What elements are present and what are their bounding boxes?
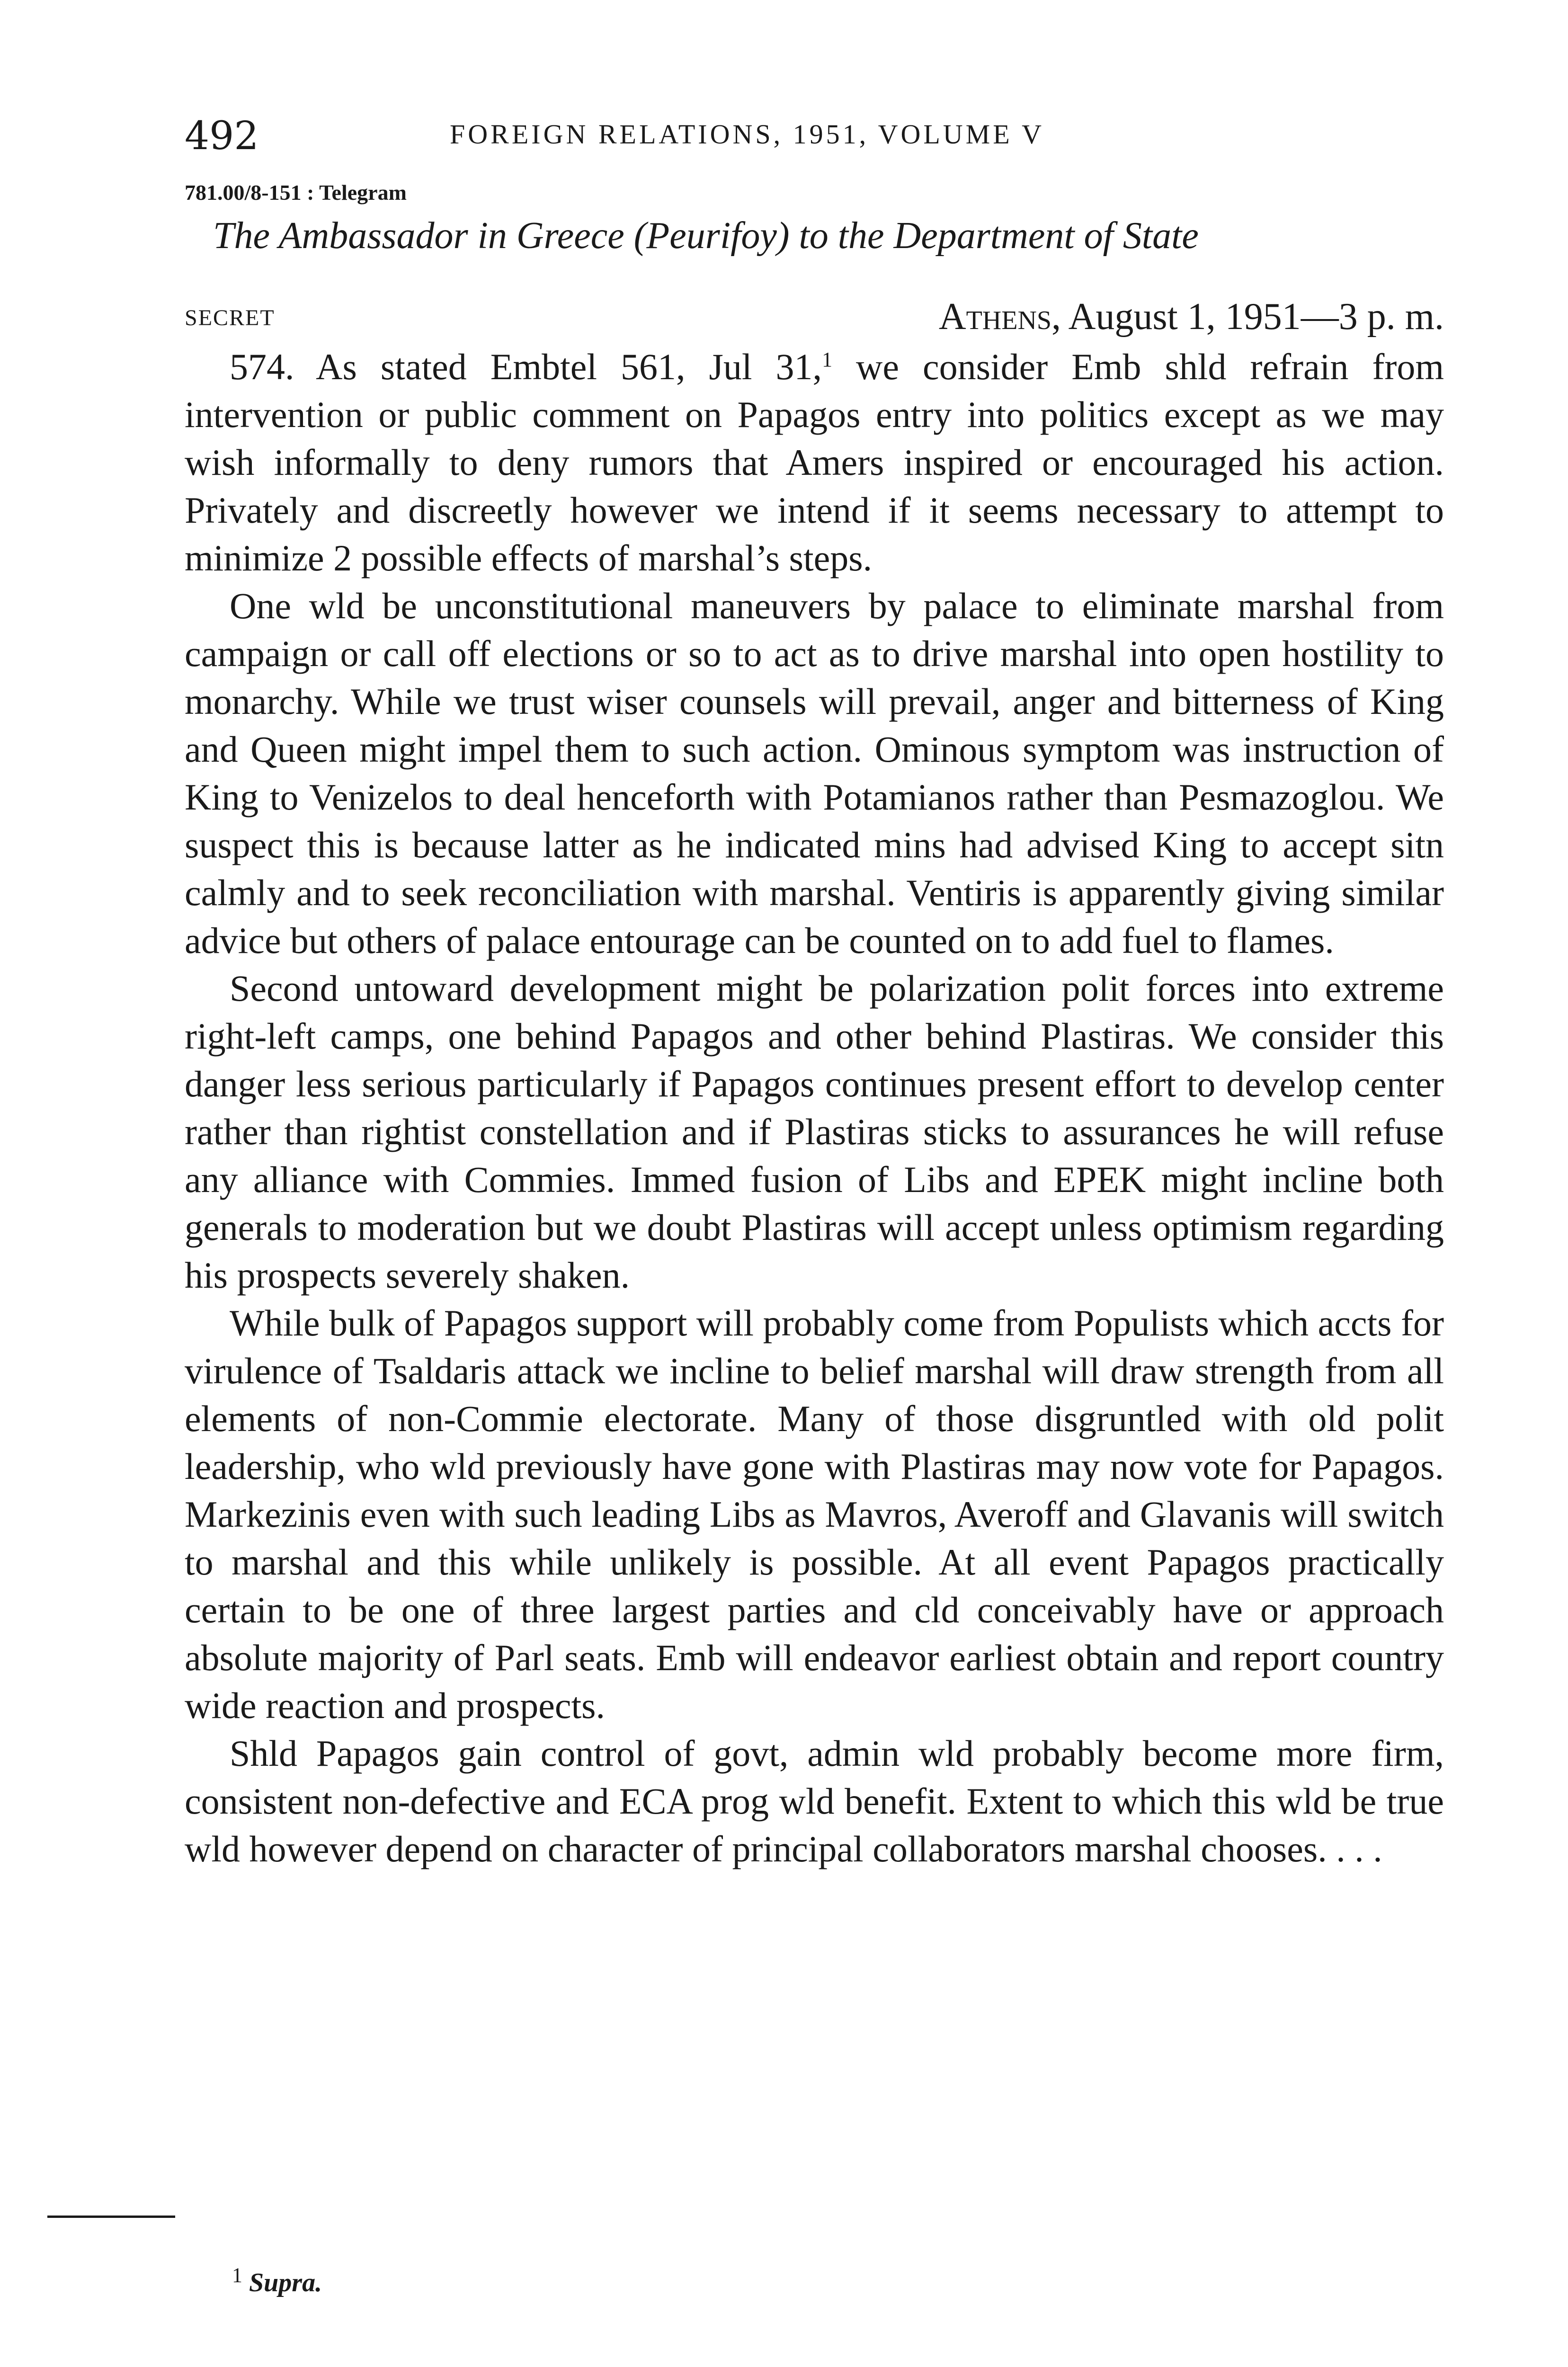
page-number: 492 xyxy=(185,114,259,159)
running-title: FOREIGN RELATIONS, 1951, VOLUME V xyxy=(450,119,1044,150)
paragraph-2: One wld be unconstitutional maneuvers by palace to eliminate marshal from campaign or call off elections or so to act as to drive marshal into open hostility to monarchy. While we trust wiser counsels will prevail, anger and bitterness of King and Queen might impel them to such action. Ominous symptom was instruction of King to Venizelos to deal henceforth with Potamianos rather than Pesmazoglou. We suspect this is because latter as he indicated mins had advised King to accept sitn calmly and to seek reconciliation with marshal. Ventiris is apparently giving similar advice but others of palace entourage can be counted on to add fuel to flames. xyxy=(185,585,1444,961)
footnote-divider xyxy=(47,2216,175,2218)
place: Athens, xyxy=(938,296,1061,338)
paragraph-1-start: 574. As stated Embtel 561, Jul 31, xyxy=(230,346,822,387)
paragraph-5: Shld Papagos gain control of govt, admin wld probably become more firm, consistent non-defective and ECA prog wld benefit. Extent to which this wld be true wld however depend on character of principal collaborators marshal chooses. . . . xyxy=(185,1733,1444,1869)
footnote-marker: 1 xyxy=(232,2263,242,2287)
footnote-reference: 1 xyxy=(822,348,833,371)
paragraph-4: While bulk of Papagos support will probably come from Populists which accts for virulence of Tsaldaris attack we incline to belief marshal will draw strength from all elements of non-Commie electorate. Many of those disgruntled with old polit leadership, who wld previously have gone with Plastiras may now vote for Papagos. Markezinis even with such leading Libs as Mavros, Averoff and Glavanis will switch to marshal and this while unlikely is possible. At all event Papagos practically certain to be one of three largest parties and cld conceivably have or approach absolute majority of Parl seats. Emb will endeavor earliest obtain and report country wide reaction and prospects. xyxy=(185,1302,1444,1726)
dateline xyxy=(185,295,1444,338)
document-page xyxy=(185,109,1444,1873)
document-heading: The Ambassador in Greece (Peurifoy) to the Department of State xyxy=(213,215,1199,257)
footnote xyxy=(232,2263,322,2298)
footnote-text: Supra. xyxy=(249,2268,322,2297)
paragraph-3: Second untoward development might be polarization polit forces into extreme right-left camps, one behind Papagos and other behind Plastiras. We consider this danger less serious particularly if Papagos continues present effort to develop center rather than rightist constellation and if Plastiras sticks to assurances he will refuse any alliance with Commies. Immed fusion of Libs and EPEK might incline both generals to moderation but we doubt Plastiras will accept unless optimism regarding his prospects severely shaken. xyxy=(185,968,1444,1296)
paragraph-1-rest: we consider Emb shld refrain from intervention or public comment on Papagos entry into politics except as we may wish informally to deny rumors that Amers inspired or encouraged his action. Privately and discreetly however we intend if it seems necessary to attempt to minimize 2 possible effects of marshal’s steps. xyxy=(185,346,1444,578)
telegram-body xyxy=(185,343,1444,1873)
date: August 1, 1951—3 p. m. xyxy=(1068,296,1444,338)
paragraph-1 xyxy=(185,343,1444,582)
running-head xyxy=(185,109,1444,170)
document-file-id: 781.00/8-151 : Telegram xyxy=(185,180,407,205)
classification-label: SECRET xyxy=(185,305,275,330)
place-date xyxy=(939,295,1444,338)
